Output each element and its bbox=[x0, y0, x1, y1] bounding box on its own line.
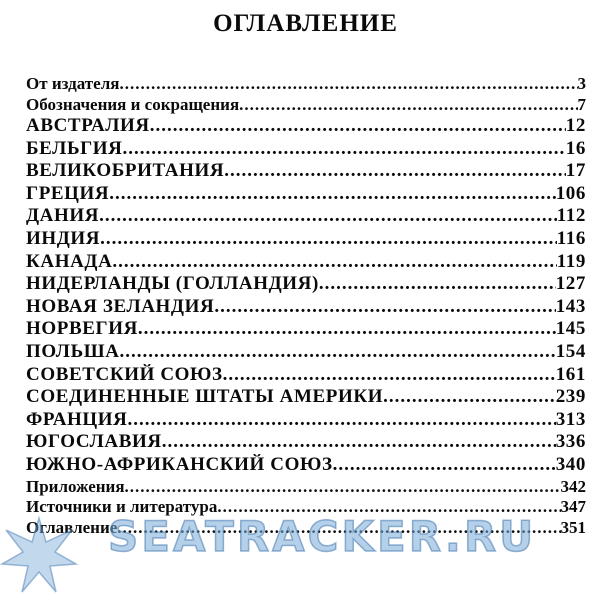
toc-entry bbox=[26, 364, 586, 387]
toc-entry-page: 106 bbox=[555, 182, 586, 204]
toc-leader-dots bbox=[138, 318, 556, 341]
toc-entry bbox=[26, 251, 586, 274]
toc-leader-dots bbox=[224, 160, 566, 183]
toc-leader-dots bbox=[319, 273, 556, 296]
toc-leader-dots bbox=[150, 115, 566, 138]
toc-entry-page: 161 bbox=[555, 363, 586, 385]
toc-entry-page: 313 bbox=[555, 408, 586, 430]
toc-leader-dots bbox=[99, 205, 557, 228]
toc-entry-label: ФРАНЦИЯ bbox=[26, 408, 128, 430]
toc-entry-page: 342 bbox=[560, 476, 586, 496]
toc-entry-page: 12 bbox=[565, 115, 586, 136]
toc-entry-label: ЮГОСЛАВИЯ bbox=[26, 431, 162, 453]
toc-entry-page: 127 bbox=[555, 273, 586, 295]
toc-entry-page: 17 bbox=[565, 160, 586, 182]
toc-entry bbox=[26, 74, 586, 95]
toc-entry bbox=[26, 431, 586, 454]
toc-leader-dots bbox=[162, 431, 556, 454]
toc-entry-page: 336 bbox=[555, 431, 586, 453]
toc-entry-page: 116 bbox=[556, 227, 586, 249]
toc-entry-label: БЕЛЬГИЯ bbox=[26, 137, 123, 159]
toc-entry-page: 119 bbox=[556, 250, 586, 272]
table-of-contents bbox=[26, 74, 586, 538]
toc-entry bbox=[26, 205, 586, 228]
toc-entry-label: Обозначения и сокращения bbox=[26, 94, 240, 114]
watermark-text: SEATRACKER.RU bbox=[108, 512, 537, 561]
toc-entry bbox=[26, 318, 586, 341]
toc-entry-label: СОВЕТСКИЙ СОЮЗ bbox=[26, 363, 223, 385]
toc-entry bbox=[26, 273, 586, 296]
toc-entry bbox=[26, 160, 586, 183]
toc-entry-label: ЮЖНО-АФРИКАНСКИЙ СОЮЗ bbox=[26, 453, 333, 475]
toc-entry bbox=[26, 228, 586, 251]
toc-entry-label: Приложения bbox=[26, 476, 125, 496]
toc-entry-label: АВСТРАЛИЯ bbox=[26, 115, 150, 136]
toc-leader-dots bbox=[100, 228, 557, 251]
toc-entry bbox=[26, 454, 586, 477]
toc-entry-label: НОВАЯ ЗЕЛАНДИЯ bbox=[26, 295, 215, 317]
toc-leader-dots bbox=[239, 95, 577, 116]
toc-entry bbox=[26, 409, 586, 432]
page-title: ОГЛАВЛЕНИЕ bbox=[213, 10, 398, 37]
toc-entry bbox=[26, 341, 586, 364]
toc-entry-page: 239 bbox=[555, 386, 586, 408]
toc-entry-label: СОЕДИНЕННЫЕ ШТАТЫ АМЕРИКИ bbox=[26, 386, 384, 408]
toc-entry-label: ВЕЛИКОБРИТАНИЯ bbox=[26, 160, 225, 182]
toc-leader-dots bbox=[214, 296, 555, 319]
toc-entry-label: Оглавление bbox=[26, 517, 118, 537]
toc-leader-dots bbox=[127, 409, 555, 432]
toc-entry-label: От издателя bbox=[26, 74, 120, 93]
toc-entry-label: Источники и литература bbox=[26, 497, 218, 516]
toc-leader-dots bbox=[112, 251, 556, 274]
toc-leader-dots bbox=[223, 364, 556, 387]
toc-leader-dots bbox=[125, 477, 561, 498]
toc-entry-label: НОРВЕГИЯ bbox=[26, 318, 138, 340]
toc-entry-page: 351 bbox=[560, 517, 586, 537]
watermark-star-icon bbox=[0, 516, 78, 594]
toc-leader-dots bbox=[119, 74, 577, 95]
toc-entry-label: НИДЕРЛАНДЫ (ГОЛЛАНДИЯ) bbox=[26, 273, 319, 295]
toc-entry-page: 347 bbox=[560, 497, 586, 516]
toc-entry-page: 145 bbox=[555, 318, 586, 340]
toc-entry-label: ДАНИЯ bbox=[26, 205, 100, 227]
toc-entry bbox=[26, 115, 586, 138]
toc-entry-label: ГРЕЦИЯ bbox=[26, 182, 110, 204]
toc-entry bbox=[26, 477, 586, 498]
toc-entry-page: 112 bbox=[556, 205, 586, 227]
toc-entry-page: 16 bbox=[565, 137, 586, 159]
toc-leader-dots bbox=[123, 138, 566, 161]
toc-leader-dots bbox=[383, 386, 556, 409]
toc-entry bbox=[26, 386, 586, 409]
toc-entry bbox=[26, 95, 586, 116]
toc-leader-dots bbox=[333, 454, 556, 477]
toc-entry-label: КАНАДА bbox=[26, 250, 113, 272]
toc-entry bbox=[26, 138, 586, 161]
toc-entry-label: ИНДИЯ bbox=[26, 227, 101, 249]
toc-entry bbox=[26, 296, 586, 319]
toc-entry bbox=[26, 183, 586, 206]
toc-leader-dots bbox=[120, 341, 556, 364]
toc-entry-page: 154 bbox=[555, 340, 586, 362]
toc-entry-page: 7 bbox=[577, 94, 586, 114]
toc-entry-label: ПОЛЬША bbox=[26, 340, 120, 362]
toc-entry-page: 3 bbox=[577, 74, 586, 93]
toc-entry-page: 143 bbox=[555, 295, 586, 317]
toc-entry-page: 340 bbox=[555, 453, 586, 475]
toc-leader-dots bbox=[109, 183, 555, 206]
